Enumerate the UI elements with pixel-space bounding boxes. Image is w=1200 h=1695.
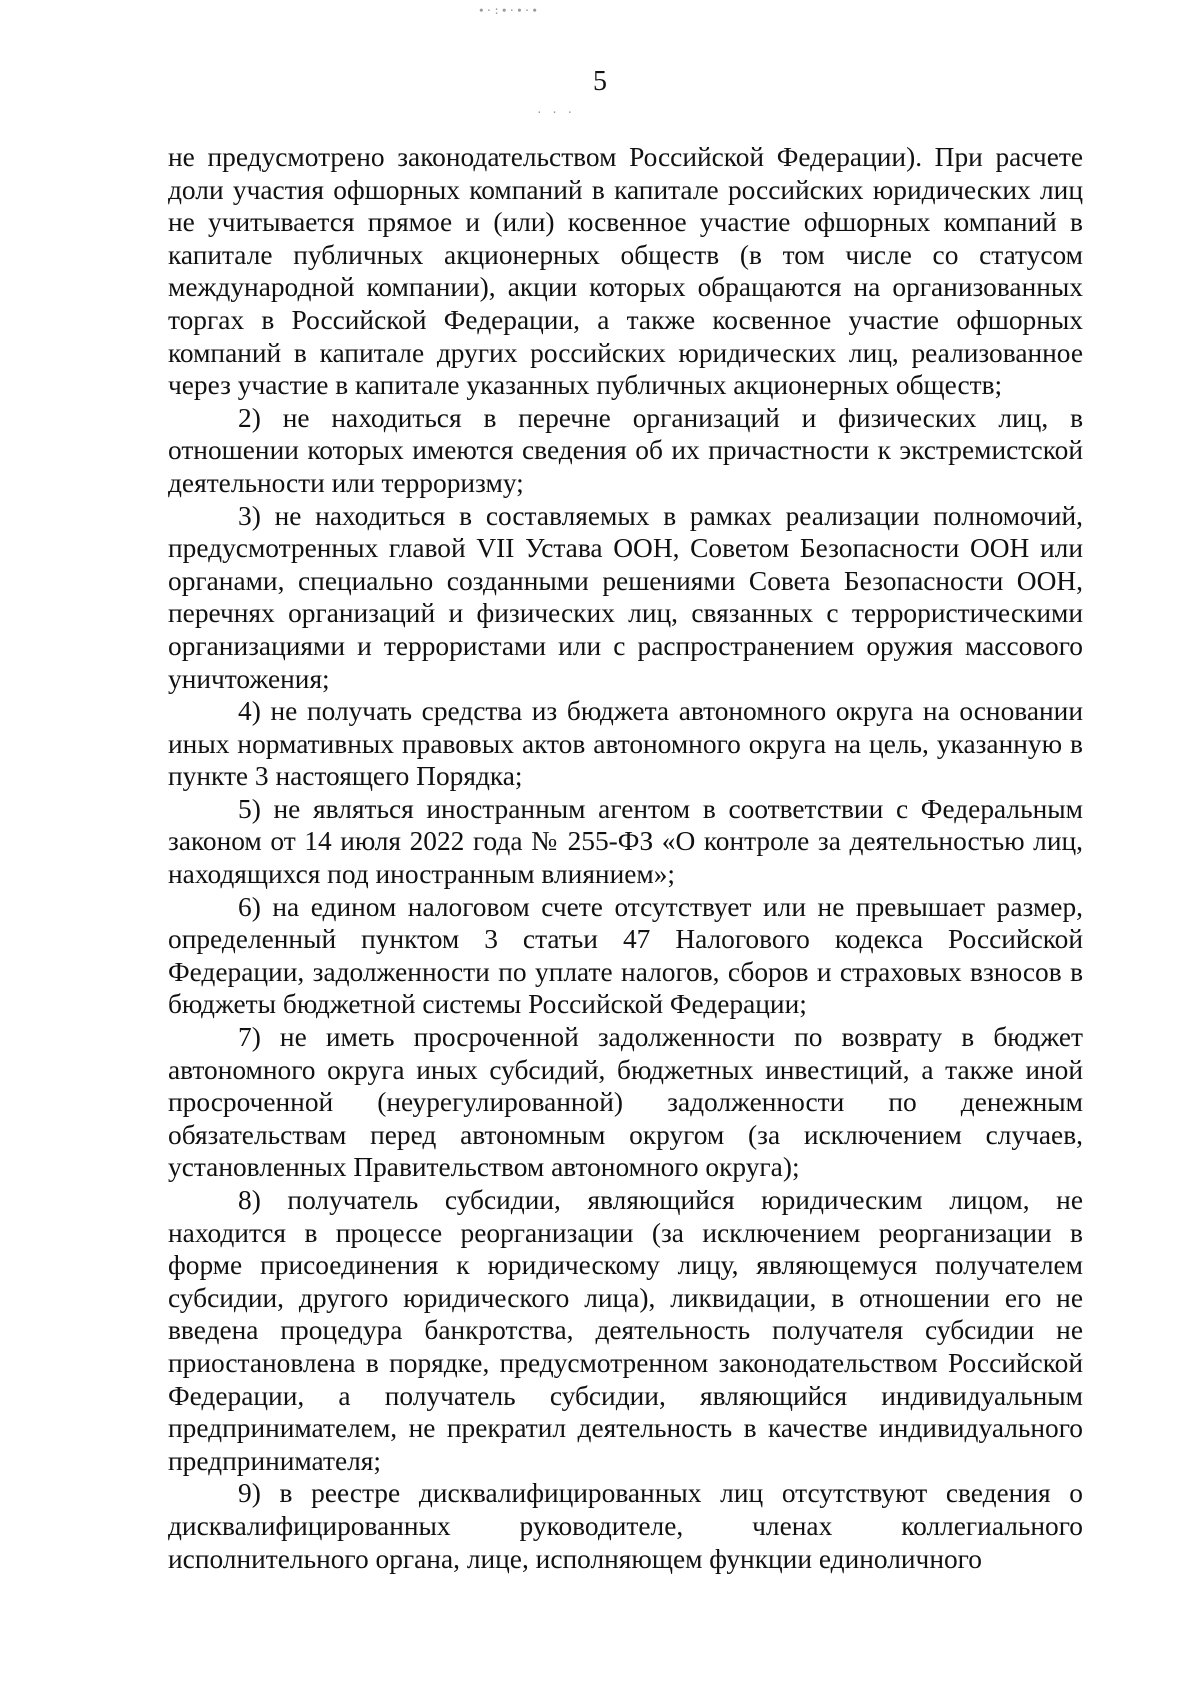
document-body xyxy=(168,141,1083,1575)
paragraph-item-2: 2) не находиться в перечне организаций и физических лиц, в отношении которых имеются сведения об их причастности к экстремистской деятельности или терроризму; xyxy=(168,402,1083,498)
scan-artifact: ∙·:∙·∙·∙ xyxy=(478,4,539,17)
paragraph-item-8: 8) получатель субсидии, являющийся юридическим лицом, не находится в процессе реорганизации (за исключением реорганизации в форме присоединения к юридическому лицу, являющемуся получателем субсидии, другого юридического лица), ликвидации, в отношении его не введена процедура банкротства, деятельность получателя субсидии не приостановлена в порядке, предусмотренном законодательством Российской Федерации, а получатель субсидии, являющийся индивидуальным предпринимателем, не прекратил деятельность в качестве индивидуального предпринимателя; xyxy=(168,1185,1083,1476)
paragraph-item-6: 6) на едином налоговом счете отсутствует или не превышает размер, определенный пунктом 3 статьи 47 Налогового кодекса Российской Федерации, задолженности по уплате налогов, сборов и страховых взносов в бюджеты бюджетной системы Российской Федерации; xyxy=(168,891,1083,1020)
paragraph-item-5: 5) не являться иностранным агентом в соответствии с Федеральным законом от 14 июля 2022 года № 255-ФЗ «О контроле за деятельностью лиц, находящихся под иностранным влиянием»; xyxy=(168,793,1083,890)
paragraph-item-4: 4) не получать средства из бюджета автономного округа на основании иных нормативных правовых актов автономного округа на цель, указанную в пункте 3 настоящего Порядка; xyxy=(168,696,1083,792)
paragraph-item-7: 7) не иметь просроченной задолженности по возврату в бюджет автономного округа иных субсидий, бюджетных инвестиций, а также иной просроченной (неурегулированной) задолженности по денежным обязательствам перед автономным округом (за исключением случаев, установленных Правительством автономного округа); xyxy=(168,1022,1083,1183)
paragraph-item-9: 9) в реестре дисквалифицированных лиц отсутствуют сведения о дисквалифицированных руководителе, членах коллегиального исполнительного органа, лице, исполняющем функции единоличного xyxy=(168,1478,1083,1574)
paragraph-continuation: не предусмотрено законодательством Российской Федерации). При расчете доли участия офшорных компаний в капитале российских юридических лиц не учитывается прямое и (или) косвенное участие офшорных компаний в капитале публичных акционерных обществ (в том числе со статусом международной компании), акции которых обращаются на организованных торгах в Российской Федерации, а также косвенное участие офшорных компаний в капитале других российских юридических лиц, реализованное через участие в капитале указанных публичных акционерных обществ; xyxy=(168,142,1083,401)
scan-artifact: · · · xyxy=(536,106,575,119)
paragraph-item-3: 3) не находиться в составляемых в рамках реализации полномочий, предусмотренных главой VII Устава ООН, Советом Безопасности ООН или органами, специально созданными решениями Совета Безопасности ООН, перечнях организаций и физических лиц, связанных с террористическими организациями и террористами или с распространением оружия массового уничтожения; xyxy=(168,500,1083,694)
page-number: 5 xyxy=(593,66,607,97)
